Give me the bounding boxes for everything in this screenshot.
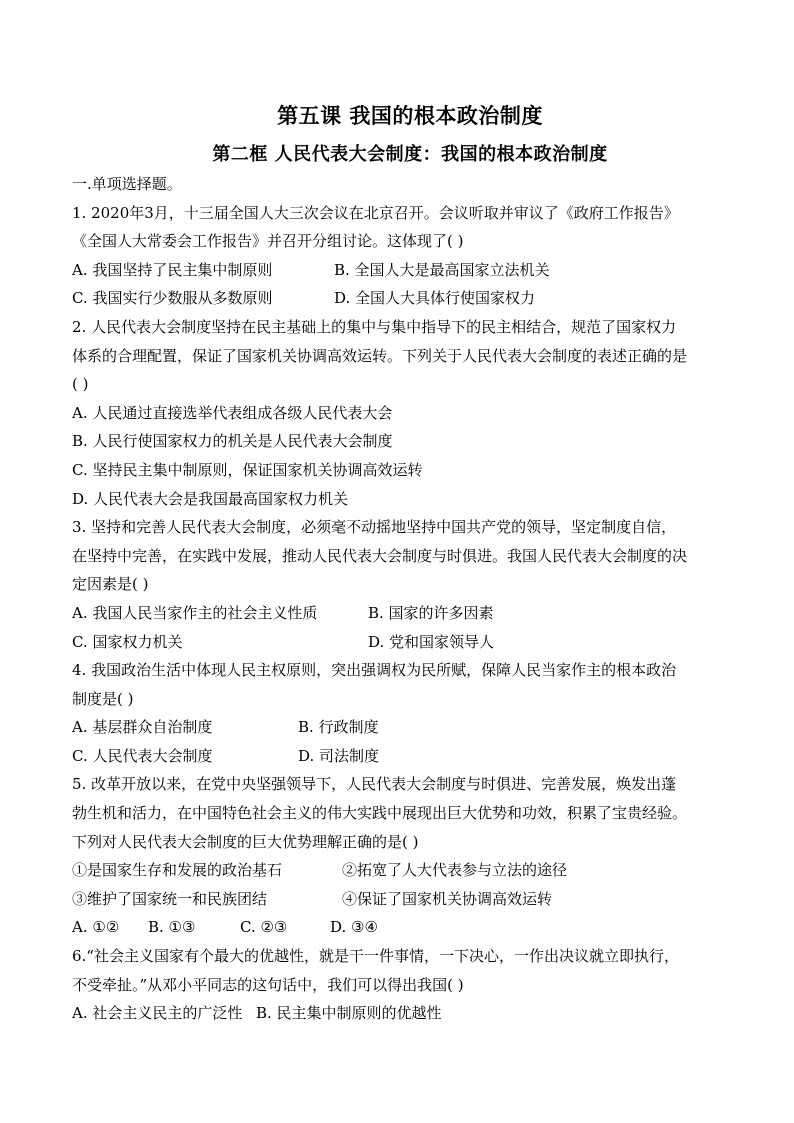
statement-1: ①是国家生存和发展的政治基石 — [72, 861, 283, 880]
question-text-line: 在坚持中完善，在实践中发展，推动人民代表大会制度与时俱进。我国人民代表大会制度的决 — [72, 546, 688, 565]
statement-3: ③维护了国家统一和民族团结 — [72, 889, 268, 908]
option-a: A. 基层群众自治制度 — [72, 718, 213, 737]
option-b: B. 国家的许多因素 — [368, 603, 494, 622]
options-row — [72, 913, 724, 942]
options-row — [72, 713, 724, 742]
question-5 — [72, 770, 724, 942]
statement-2: ②拓宽了人大代表参与立法的途径 — [342, 861, 568, 880]
options-row — [72, 599, 724, 628]
option-a: A. 我国人民当家作主的社会主义性质 — [72, 603, 318, 622]
question-text-line: 3. 坚持和完善人民代表大会制度，必须毫不动摇地坚持中国共产党的领导，坚定制度自信， — [72, 518, 677, 537]
lesson-title: 第五课 我国的根本政治制度 — [277, 103, 543, 128]
option-d: D. 全国人大具体行使国家权力 — [334, 289, 536, 308]
question-1 — [72, 199, 724, 313]
question-2 — [72, 313, 724, 513]
section-subtitle: 第二框 人民代表大会制度：我国的根本政治制度 — [212, 144, 608, 165]
option-d: D. 司法制度 — [298, 746, 380, 765]
option-a: A. ①② — [72, 918, 120, 937]
option-d: D. 党和国家领导人 — [368, 632, 495, 651]
question-text-line: 勃生机和活力，在中国特色社会主义的伟大实践中展现出巨大优势和功效，积累了宝贵经验。 — [72, 804, 688, 823]
option-b: B. ①③ — [148, 918, 196, 937]
statement-4: ④保证了国家机关协调高效运转 — [342, 889, 553, 908]
option-c: C. 人民代表大会制度 — [72, 746, 213, 765]
option-d: D. ③④ — [330, 918, 378, 937]
option-a: A. 人民通过直接选举代表组成各级人民代表大会 — [72, 403, 393, 422]
question-text-line: 定因素是( ) — [72, 575, 149, 594]
option-b: B. 全国人大是最高国家立法机关 — [334, 260, 550, 279]
options-row — [72, 284, 724, 313]
option-c: C. ②③ — [240, 918, 288, 937]
option-c: C. 坚持民主集中制原则，保证国家机关协调高效运转 — [72, 460, 423, 479]
options-row — [72, 999, 724, 1028]
statements-row — [72, 856, 724, 885]
question-text-line: 下列对人民代表大会制度的巨大优势理解正确的是( ) — [72, 832, 419, 851]
worksheet-page — [72, 98, 724, 1028]
question-text-line: 1. 2020年3月，十三届全国人大三次会议在北京召开。会议听取并审议了《政府工作报告》 — [72, 203, 679, 222]
option-a: A. 我国坚持了民主集中制原则 — [72, 260, 273, 279]
question-text-line: 5. 改革开放以来，在党中央坚强领导下，人民代表大会制度与时俱进、完善发展，焕发出蓬 — [72, 775, 677, 794]
question-text-line: 6.“社会主义国家有个最大的优越性，就是干一件事情，一下决心，一作出决议就立即执行， — [72, 947, 679, 966]
option-a: A. 社会主义民主的广泛性 — [72, 1004, 243, 1023]
options-row — [72, 742, 724, 771]
option-b: B. 人民行使国家权力的机关是人民代表大会制度 — [72, 432, 393, 451]
statements-row — [72, 885, 724, 914]
option-c: C. 我国实行少数服从多数原则 — [72, 289, 273, 308]
option-d: D. 人民代表大会是我国最高国家权力机关 — [72, 489, 349, 508]
question-4 — [72, 656, 724, 770]
question-text-line: 制度是( ) — [72, 689, 134, 708]
question-text-line: 4. 我国政治生活中体现人民主权原则，突出强调权为民所赋，保障人民当家作主的根本政治 — [72, 661, 677, 680]
options-row — [72, 628, 724, 657]
question-text-line: 《全国人大常委会工作报告》并召开分组讨论。这体现了( ) — [72, 232, 464, 251]
section-heading: 一.单项选择题。 — [72, 175, 182, 193]
option-b: B. 行政制度 — [298, 718, 379, 737]
question-text-line: 不受牵扯。”从邓小平同志的这句话中，我们可以得出我国( ) — [72, 975, 464, 994]
option-b: B. 民主集中制原则的优越性 — [256, 1004, 442, 1023]
options-row — [72, 256, 724, 285]
question-3 — [72, 513, 724, 656]
question-text-line: 2. 人民代表大会制度坚持在民主基础上的集中与集中指导下的民主相结合，规范了国家权力 — [72, 317, 677, 336]
question-text-line: ( ) — [72, 375, 89, 394]
question-6 — [72, 942, 724, 1028]
option-c: C. 国家权力机关 — [72, 632, 183, 651]
question-text-line: 体系的合理配置，保证了国家机关协调高效运转。下列关于人民代表大会制度的表述正确的是 — [72, 346, 688, 365]
